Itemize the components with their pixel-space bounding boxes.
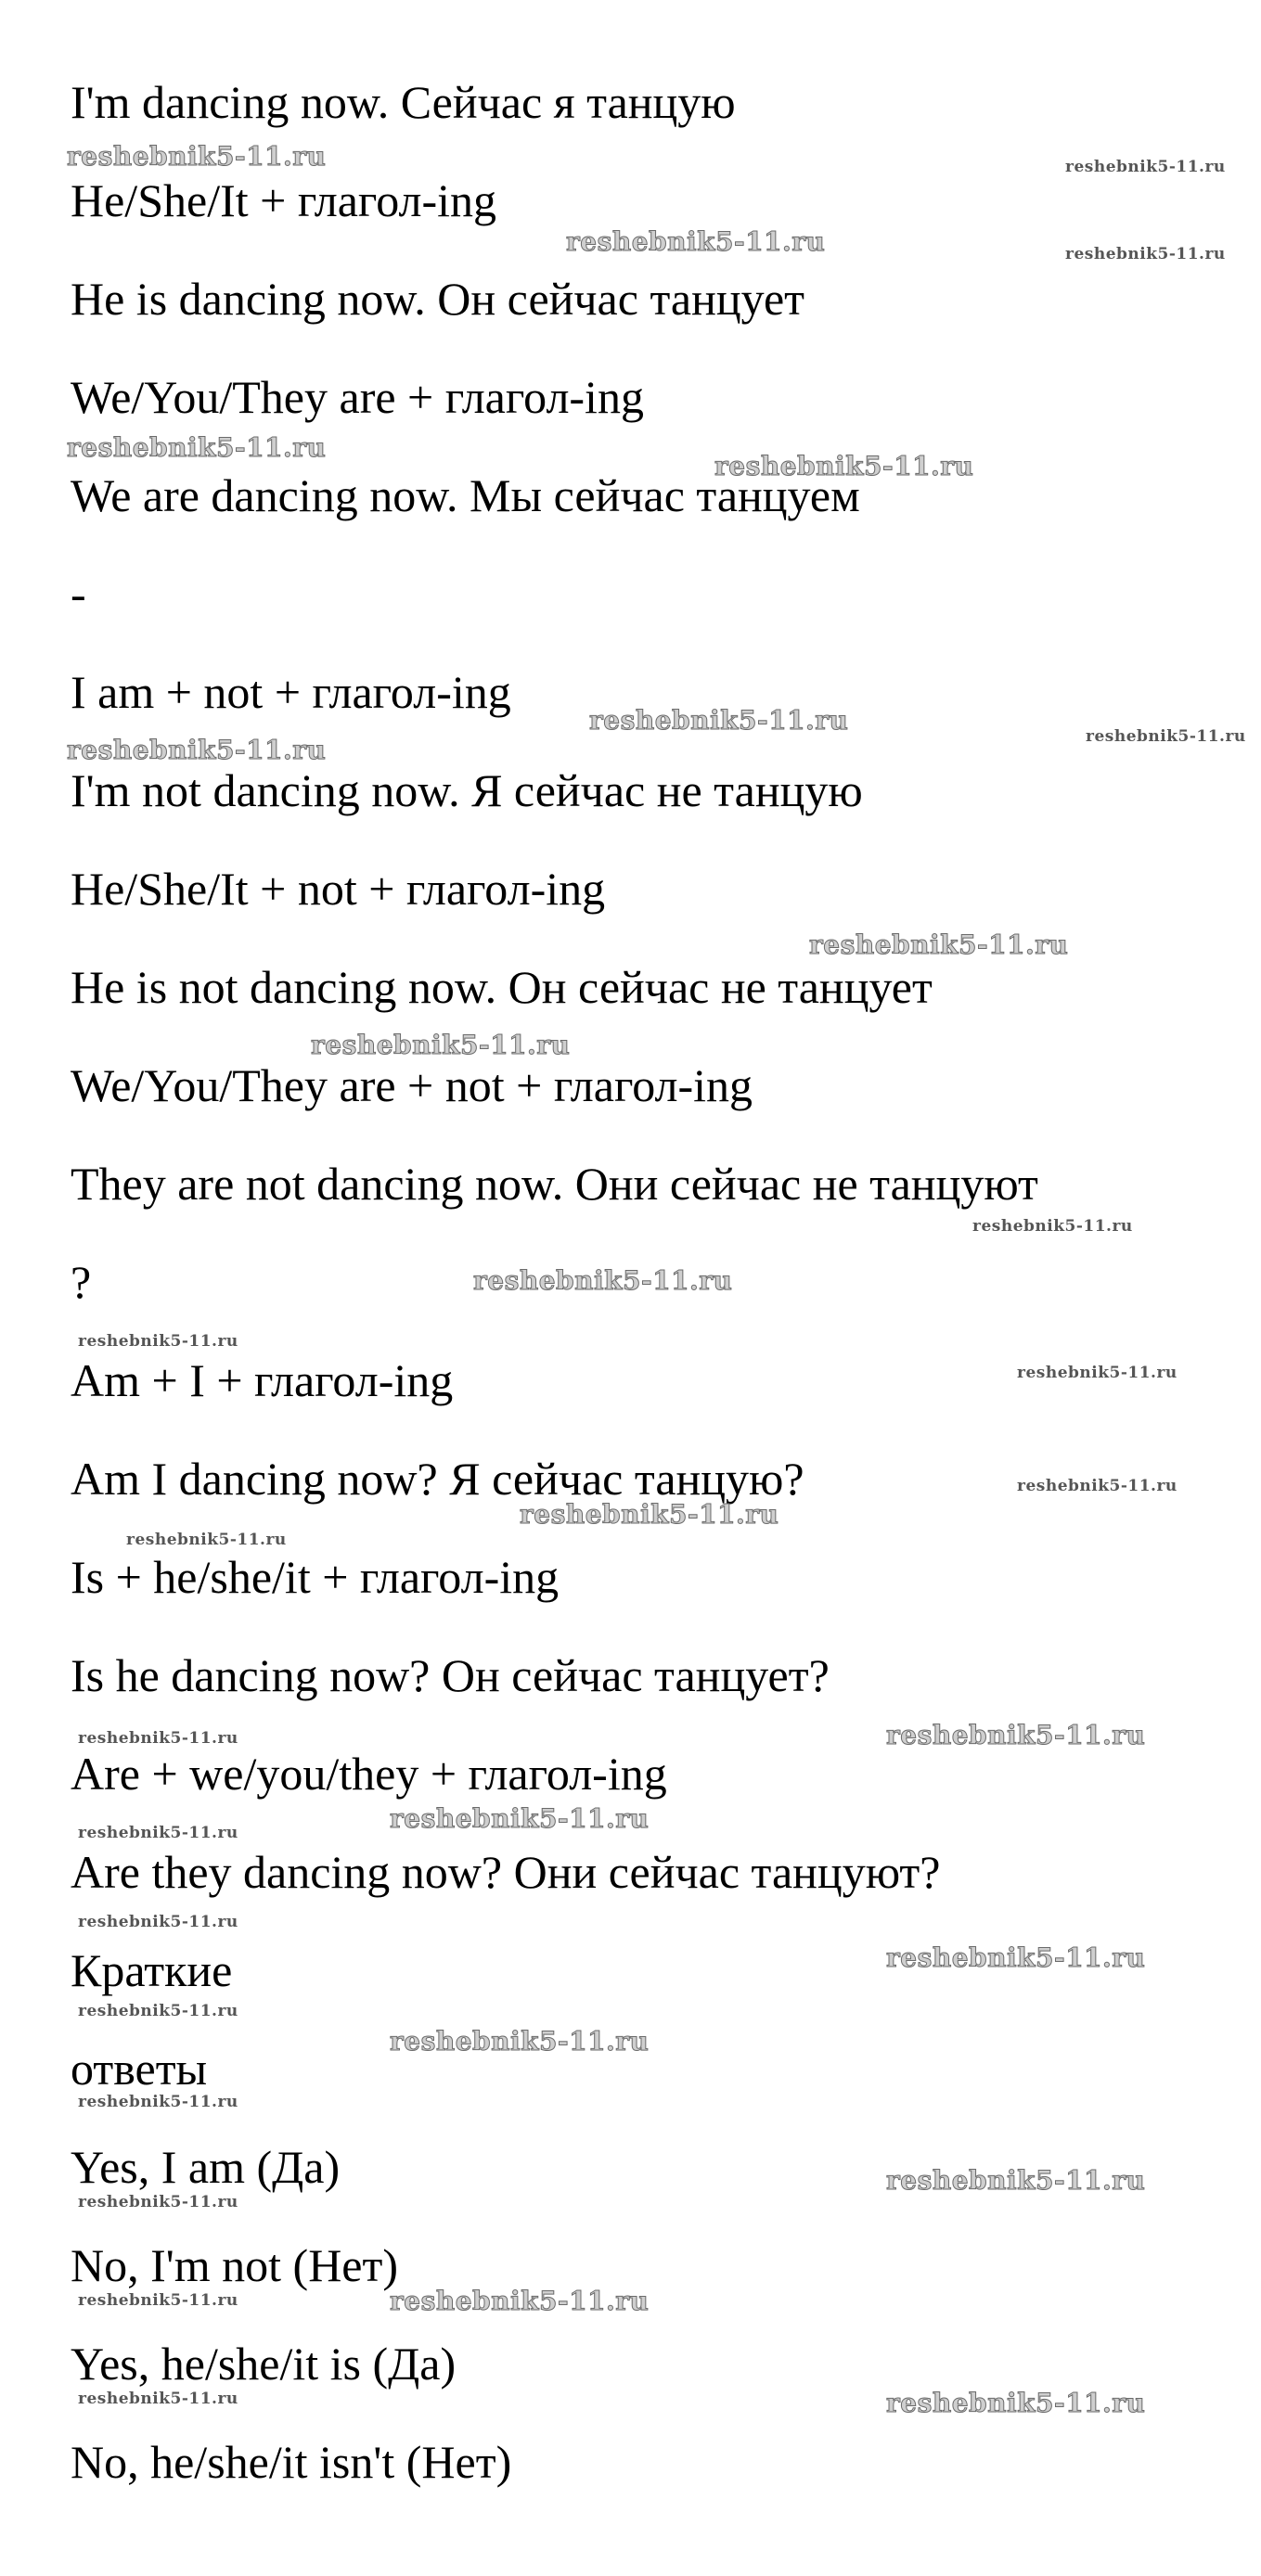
watermark: reshebnik5-11.ru — [1017, 1477, 1177, 1495]
watermark: reshebnik5-11.ru — [78, 2390, 238, 2408]
watermark: reshebnik5-11.ru — [78, 2193, 238, 2211]
text-line: Yes, I am (Да) — [71, 2141, 341, 2193]
watermark: reshebnik5-11.ru — [714, 451, 974, 481]
watermark: reshebnik5-11.ru — [520, 1499, 779, 1530]
watermark: reshebnik5-11.ru — [886, 1942, 1146, 1973]
text-line: Are + we/you/they + глагол-ing — [71, 1748, 667, 1800]
watermark: reshebnik5-11.ru — [78, 1729, 238, 1748]
text-line: Is he dancing now? Он сейчас танцует? — [71, 1649, 830, 1701]
watermark: reshebnik5-11.ru — [972, 1217, 1133, 1236]
watermark: reshebnik5-11.ru — [1065, 245, 1226, 263]
watermark: reshebnik5-11.ru — [589, 705, 849, 736]
text-line: Yes, he/she/it is (Да) — [71, 2338, 457, 2390]
text-line: No, he/she/it isn't (Нет) — [71, 2436, 512, 2488]
text-line: He/She/It + глагол-ing — [71, 174, 497, 226]
watermark: reshebnik5-11.ru — [809, 929, 1069, 960]
watermark: reshebnik5-11.ru — [126, 1531, 287, 1549]
text-line: ответы — [71, 2043, 208, 2095]
text-line: No, I'm not (Нет) — [71, 2239, 399, 2291]
text-line: We/You/They are + not + глагол-ing — [71, 1059, 753, 1111]
text-line: He is dancing now. Он сейчас танцует — [71, 273, 804, 325]
text-line: Am + I + глагол-ing — [71, 1354, 454, 1406]
watermark: reshebnik5-11.ru — [78, 1332, 238, 1351]
text-line: They are not dancing now. Они сейчас не танцуют — [71, 1158, 1038, 1210]
watermark: reshebnik5-11.ru — [886, 1720, 1146, 1750]
text-line: Are they dancing now? Они сейчас танцуют? — [71, 1846, 941, 1898]
watermark: reshebnik5-11.ru — [78, 1913, 238, 1931]
text-line: I'm dancing now. Сейчас я танцую — [71, 76, 736, 128]
text-line: Is + he/she/it + глагол-ing — [71, 1551, 560, 1603]
watermark: reshebnik5-11.ru — [78, 2093, 238, 2111]
watermark: reshebnik5-11.ru — [1086, 727, 1246, 746]
text-line: - — [71, 568, 86, 620]
text-line: I am + not + глагол-ing — [71, 666, 511, 718]
text-line: We/You/They are + глагол-ing — [71, 371, 644, 423]
text-line: I'm not dancing now. Я сейчас не танцую — [71, 764, 863, 816]
watermark: reshebnik5-11.ru — [67, 141, 327, 172]
watermark: reshebnik5-11.ru — [886, 2165, 1146, 2196]
watermark: reshebnik5-11.ru — [1065, 158, 1226, 176]
watermark: reshebnik5-11.ru — [390, 1803, 650, 1834]
watermark: reshebnik5-11.ru — [78, 1824, 238, 1842]
text-line: We are dancing now. Мы сейчас танцуем — [71, 469, 860, 521]
watermark: reshebnik5-11.ru — [390, 2286, 650, 2316]
watermark: reshebnik5-11.ru — [67, 735, 327, 765]
text-line: He is not dancing now. Он сейчас не танцует — [71, 961, 933, 1013]
text-line: He/She/It + not + глагол-ing — [71, 863, 606, 915]
watermark: reshebnik5-11.ru — [566, 226, 826, 257]
text-line: Am I dancing now? Я сейчас танцую? — [71, 1453, 804, 1505]
watermark: reshebnik5-11.ru — [390, 2026, 650, 2057]
watermark: reshebnik5-11.ru — [67, 432, 327, 463]
watermark: reshebnik5-11.ru — [311, 1030, 571, 1060]
watermark: reshebnik5-11.ru — [886, 2388, 1146, 2418]
watermark: reshebnik5-11.ru — [78, 2291, 238, 2310]
watermark: reshebnik5-11.ru — [473, 1265, 733, 1296]
text-line: Краткие — [71, 1944, 233, 1996]
text-line: ? — [71, 1256, 92, 1308]
watermark: reshebnik5-11.ru — [1017, 1364, 1177, 1382]
watermark: reshebnik5-11.ru — [78, 2002, 238, 2020]
